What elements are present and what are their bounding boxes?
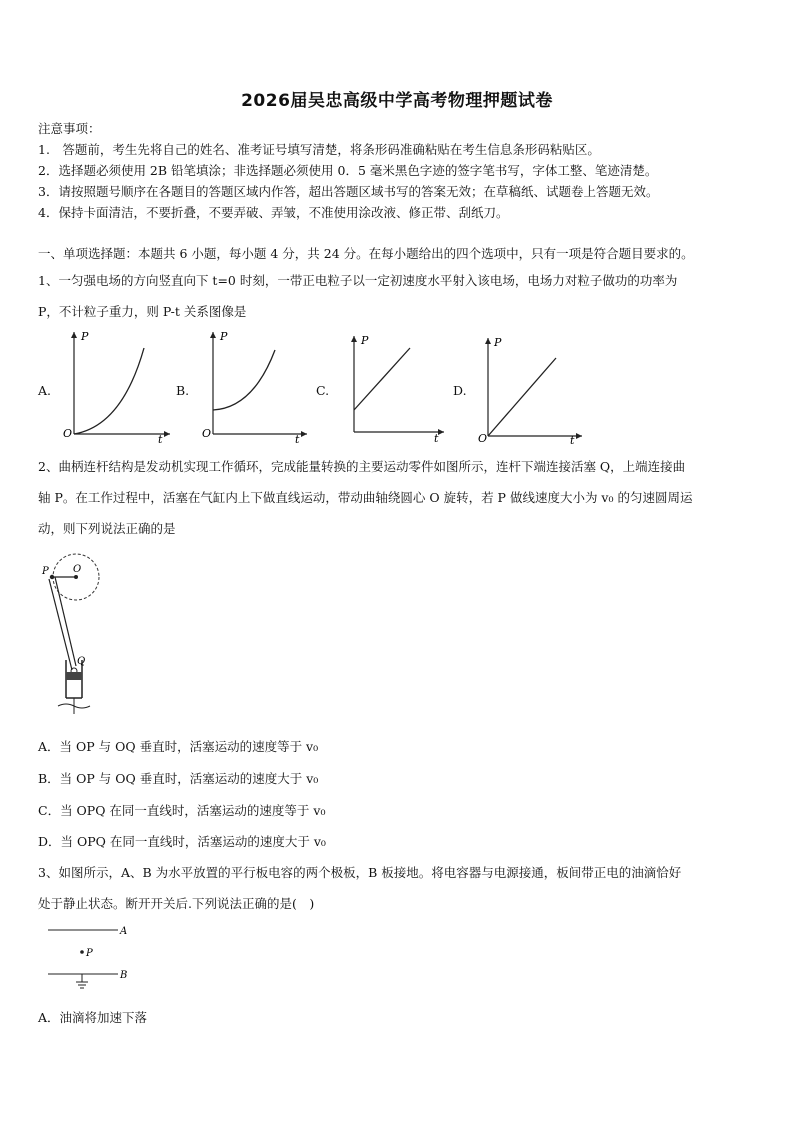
q2-stem-line3: 动，则下列说法正确的是 <box>38 521 176 536</box>
q2-label-p: P <box>42 566 49 577</box>
q3-option-a: A．油滴将加速下落 <box>38 1010 148 1025</box>
q1-graph-b-x-label: t <box>295 433 300 444</box>
q1-graph-b <box>201 326 311 444</box>
q1-option-a-label: A. <box>38 383 52 398</box>
q1-graph-d-y-label: P <box>494 336 502 349</box>
q2-stem-line2: 轴 P。在工作过程中，活塞在气缸内上下做直线运动，带动曲轴绕圆心 O 旋转，若 P 做线速度大小为 v₀ 的匀速圆周运 <box>38 490 693 505</box>
q2-option-a: A．当 OP 与 OQ 垂直时，活塞运动的速度等于 v₀ <box>38 739 319 754</box>
q1-graph-a-y-label: P <box>81 330 89 343</box>
q2-option-b: B．当 OP 与 OQ 垂直时，活塞运动的速度大于 v₀ <box>38 771 319 786</box>
q2-stem-line1: 2、曲柄连杆结构是发动机实现工作循环，完成能量转换的主要运动零件如图所示，连杆下端连接活塞 Q，上端连接曲 <box>38 459 686 474</box>
q3-stem-line1: 3、如图所示，A、B 为水平放置的平行板电容的两个极板，B 板接地。将电容器与电源接通，板间带正电的油滴恰好 <box>38 865 682 880</box>
q3-capacitor-diagram <box>40 920 150 994</box>
q3-label-a: A <box>120 926 128 937</box>
q1-option-c-label: C. <box>316 383 330 398</box>
q1-graph-a-x-label: t <box>158 433 163 444</box>
q1-graph-c-y-label: P <box>361 334 369 347</box>
q1-graph-b-origin: O <box>202 427 212 440</box>
notice-item-2: 2．选择题必须使用 2B 铅笔填涂；非选择题必须使用 0．5 毫米黑色字迹的签字笔书写，字体工整、笔迹清楚。 <box>38 163 658 178</box>
q1-graph-c <box>342 332 452 444</box>
q3-label-p: P <box>86 948 93 959</box>
q1-option-b-label: B. <box>176 383 190 398</box>
q1-graph-d <box>478 332 588 444</box>
q2-option-d: D．当 OPQ 在同一直线时，活塞运动的速度大于 v₀ <box>38 834 326 849</box>
q1-graph-a-origin: O <box>63 427 73 440</box>
notice-item-3: 3．请按照题号顺序在各题目的答题区域内作答，超出答题区域书写的答案无效；在草稿纸、试题卷上答题无效。 <box>38 184 659 199</box>
q2-label-o: O <box>73 564 82 575</box>
q1-stem-line1: 1、一匀强电场的方向竖直向下 t=0 时刻，一带正电粒子以一定初速度水平射入该电场，电场力对粒子做功的功率为 <box>38 273 678 288</box>
q1-stem-line2: P，不计粒子重力，则 P-t 关系图像是 <box>38 304 247 319</box>
page-title: 2026届吴忠高级中学高考物理押题试卷 <box>241 91 553 111</box>
q1-graph-d-x-label: t <box>570 434 575 444</box>
q2-option-c: C．当 OPQ 在同一直线时，活塞运动的速度等于 v₀ <box>38 803 326 818</box>
notice-heading: 注意事项： <box>38 121 101 136</box>
notice-item-4: 4．保持卡面清洁，不要折叠，不要弄破、弄皱，不准使用涂改液、修正带、刮纸刀。 <box>38 205 509 220</box>
section-heading: 一、单项选择题：本题共 6 小题，每小题 4 分，共 24 分。在每小题给出的四个选项中，只有一项是符合题目要求的。 <box>38 246 694 261</box>
q1-graph-c-x-label: t <box>434 432 439 444</box>
q2-label-q: Q <box>77 656 86 667</box>
q2-crank-diagram <box>36 548 106 720</box>
notice-item-1: 1. 答题前，考生先将自己的姓名、准考证号填写清楚，将条形码准确粘贴在考生信息条形码粘贴区。 <box>38 142 600 157</box>
q1-graph-b-y-label: P <box>220 330 228 343</box>
q1-graph-d-origin: O <box>478 432 488 444</box>
q3-stem-line2: 处于静止状态。断开开关后.下列说法正确的是( ) <box>38 896 315 911</box>
q3-label-b: B <box>120 970 128 981</box>
q1-graph-a <box>62 326 172 444</box>
q1-option-d-label: D. <box>453 383 467 398</box>
